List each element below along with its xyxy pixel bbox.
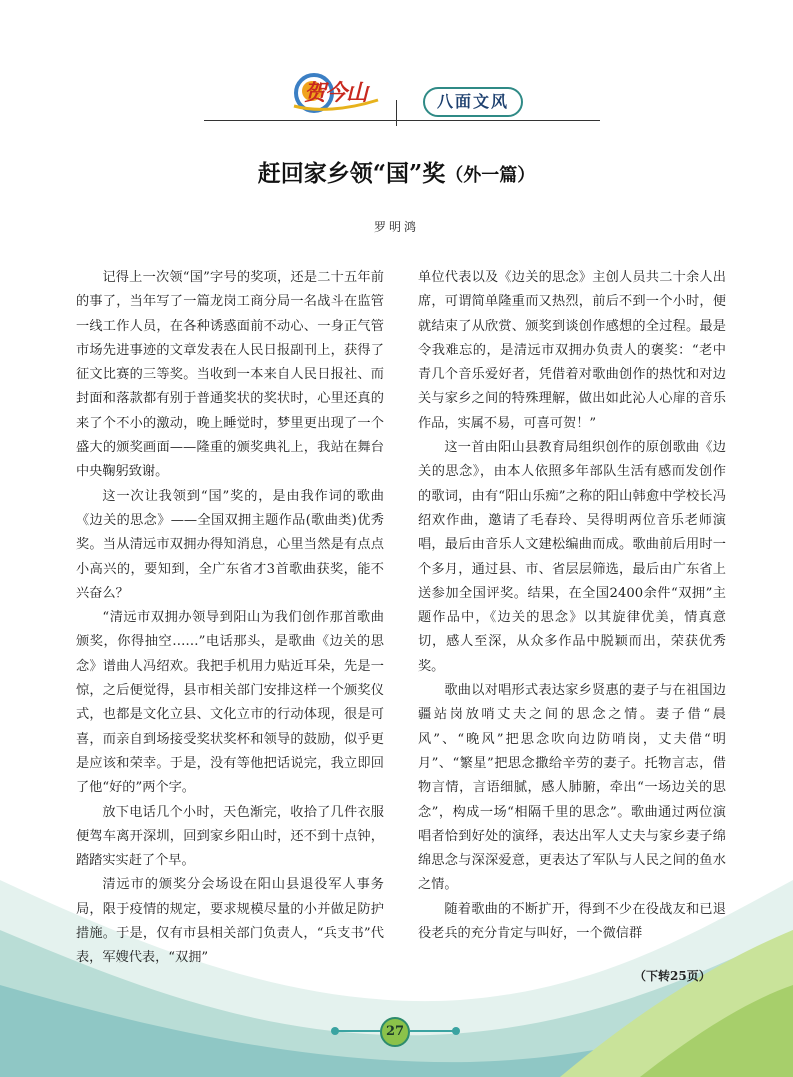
paragraph: 放下电话几个小时，天色渐完，收拾了几件衣服便驾车离开深圳，回到家乡阳山时，还不到十点钟，踏踏实实赶了个早。 (76, 804, 384, 869)
paragraph: 这一首由阳山县教育局组织创作的原创歌曲《边关的思念》，由本人依照多年部队生活有感而发创作的歌词，由有“阳山乐痴”之称的阳山韩愈中学校长冯绍欢作曲，邀请了毛春玲、吴得明两位音乐老师演唱，最后由音乐人文建松编曲而成。歌曲前后用时一个多月，通过县、市、省层层筛选，最后由广东省上送参加全国评奖。结果，在全国2400余件“双拥”主题作品中，《边关的思念》以其旋律优美，情真意切，感人至深，从众多作品中脱颖而出，荣获优秀奖。 (418, 440, 726, 674)
page-number-rule-right (410, 1030, 455, 1032)
body-column-right (418, 266, 726, 946)
paragraph: 记得上一次领“国”字号的奖项，还是二十五年前的事了，当年写了一篇龙岗工商分局一名战斗在监管一线工作人员，在各种诱惑面前不动心、一身正气管市场先进事迹的文章发表在人民日报副刊上，获得了征文比赛的三等奖。当收到一本来自人民日报社、而封面和落款都有别于普通奖状的奖状时，心里还真的来了个不小的激动，晚上睡觉时，梦里更出现了一个盛大的颁奖画面——隆重的颁奖典礼上，我站在舞台中央鞠躬致谢。 (76, 270, 384, 480)
continued-note: （下转25页） (634, 969, 711, 983)
paragraph: 这一次让我领到“国”奖的，是由我作词的歌曲《边关的思念》——全国双拥主题作品(歌曲类)优秀奖。当从清远市双拥办得知消息，心里当然是有点点小高兴的，要知到，全广东省才3首歌曲获奖，能不兴奋么？ (76, 488, 384, 601)
paragraph: 随着歌曲的不断扩开，得到不少在役战友和已退役老兵的充分肯定与叫好，一个微信群 (418, 901, 726, 942)
paragraph: “清远市双拥办领导到阳山为我们创作那首歌曲颁奖，你得抽空……”电话那头，是歌曲《边关的思念》谱曲人冯绍欢。我把手机用力贴近耳朵，先是一惊，之后便觉得，县市相关部门安排这样一个颁奖仪式，也都是文化立县、文化立市的行动体现，很是可喜，而亲自到场接受奖状奖杯和领导的鼓励，似乎更是应该和荣幸。于是，没有等他把话说完，我立即回了他“好的”两个字。 (76, 610, 384, 796)
page-number-dot-left (331, 1027, 339, 1035)
body-column-left (76, 266, 384, 971)
paragraph: 歌曲以对唱形式表达家乡贤惠的妻子与在祖国边疆站岗放哨丈夫之间的思念之情。妻子借“晨风”、“晚风”把思念吹向边防哨岗，丈夫借“明月”、“繁星”把思念撒给辛劳的妻子。托物言志，借物言情，言语细腻，感人肺腑，牵出“一场边关的思念”，构成一场“相隔千里的思念”。歌曲通过两位演唱者恰到好处的演绎，表达出军人丈夫与家乡妻子绵绵思念与深深爱意，更表达了军队与人民之间的鱼水之情。 (418, 683, 726, 893)
page-number-dot-right (452, 1027, 460, 1035)
header-rule (204, 120, 600, 121)
paragraph: 清远市的颁奖分会场设在阳山县退役军人事务局，限于疫情的规定，要求规模尽量的小并做足防护措施。于是，仅有市县相关部门负责人，“兵支书”代表，军嫂代表，“双拥” (76, 877, 384, 966)
header-rule-tick (396, 100, 397, 126)
article-author: 罗明鸿 (373, 220, 419, 234)
page-number-rule-left (335, 1030, 380, 1032)
paragraph-continuation: 单位代表以及《边关的思念》主创人员共二十余人出席，可谓简单隆重而又热烈，前后不到一个小时，便就结束了从欣赏、颁奖到谈创作感想的全过程。最是令我难忘的，是清远市双拥办负责人的褒奖：“老中青几个音乐爱好者，凭借着对歌曲创作的热忱和对边关与家乡之间的特殊理解，做出如此沁人心扉的音乐作品，实属不易，可喜可贺！” (418, 270, 726, 431)
page-number: 27 (380, 1017, 410, 1047)
magazine-logo-text: 贺今山 (304, 80, 368, 106)
article-title-sub: （外一篇） (445, 165, 536, 186)
article-title (0, 155, 793, 188)
article-title-main: 赶回家乡领“国”奖 (257, 160, 446, 187)
section-label: 八面文风 (423, 87, 523, 117)
